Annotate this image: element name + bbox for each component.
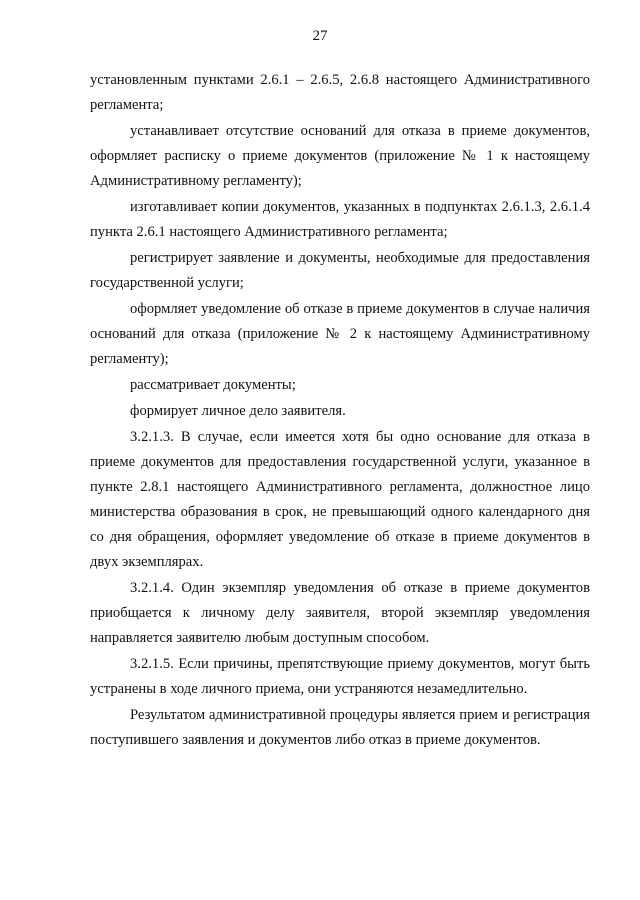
paragraph-result: Результатом административной процедуры является прием и регистрация поступившего заявления и документов либо отказ в приеме документов. xyxy=(90,707,590,748)
body-text xyxy=(90,68,590,753)
paragraph-continuation: установленным пунктами 2.6.1 – 2.6.5, 2.6.8 настоящего Административного регламента; xyxy=(90,72,590,113)
paragraph-list-item: формирует личное дело заявителя. xyxy=(130,403,346,419)
paragraph-list-item: устанавливает отсутствие оснований для отказа в приеме документов, оформляет расписку о приеме документов (приложение № 1 к настоящему Административному регламенту); xyxy=(90,123,590,189)
paragraph-clause: 3.2.1.3. В случае, если имеется хотя бы одно основание для отказа в приеме документов для предоставления государственной услуги, указанное в пункте 2.8.1 настоящего Административного регламента, должностное лицо министерства образования в срок, не превышающий одного календарного дня со дня обращения, оформляет уведомление об отказе в приеме документов в двух экземплярах. xyxy=(90,429,590,570)
paragraph-list-item: оформляет уведомление об отказе в приеме документов в случае наличия оснований для отказа (приложение № 2 к настоящему Административному регламенту); xyxy=(90,301,590,367)
paragraph-list-item: рассматривает документы; xyxy=(130,377,296,393)
paragraph-clause: 3.2.1.5. Если причины, препятствующие приему документов, могут быть устранены в ходе личного приема, они устраняются незамедлительно. xyxy=(90,656,590,697)
paragraph-list-item: регистрирует заявление и документы, необходимые для предоставления государственной услуги; xyxy=(90,250,590,291)
page-number: 27 xyxy=(312,28,328,44)
paragraph-clause: 3.2.1.4. Один экземпляр уведомления об отказе в приеме документов приобщается к личному делу заявителя, второй экземпляр уведомления направляется заявителю любым доступным способом. xyxy=(90,580,590,646)
paragraph-list-item: изготавливает копии документов, указанных в подпунктах 2.6.1.3, 2.6.1.4 пункта 2.6.1 настоящего Административного регламента; xyxy=(90,199,590,240)
